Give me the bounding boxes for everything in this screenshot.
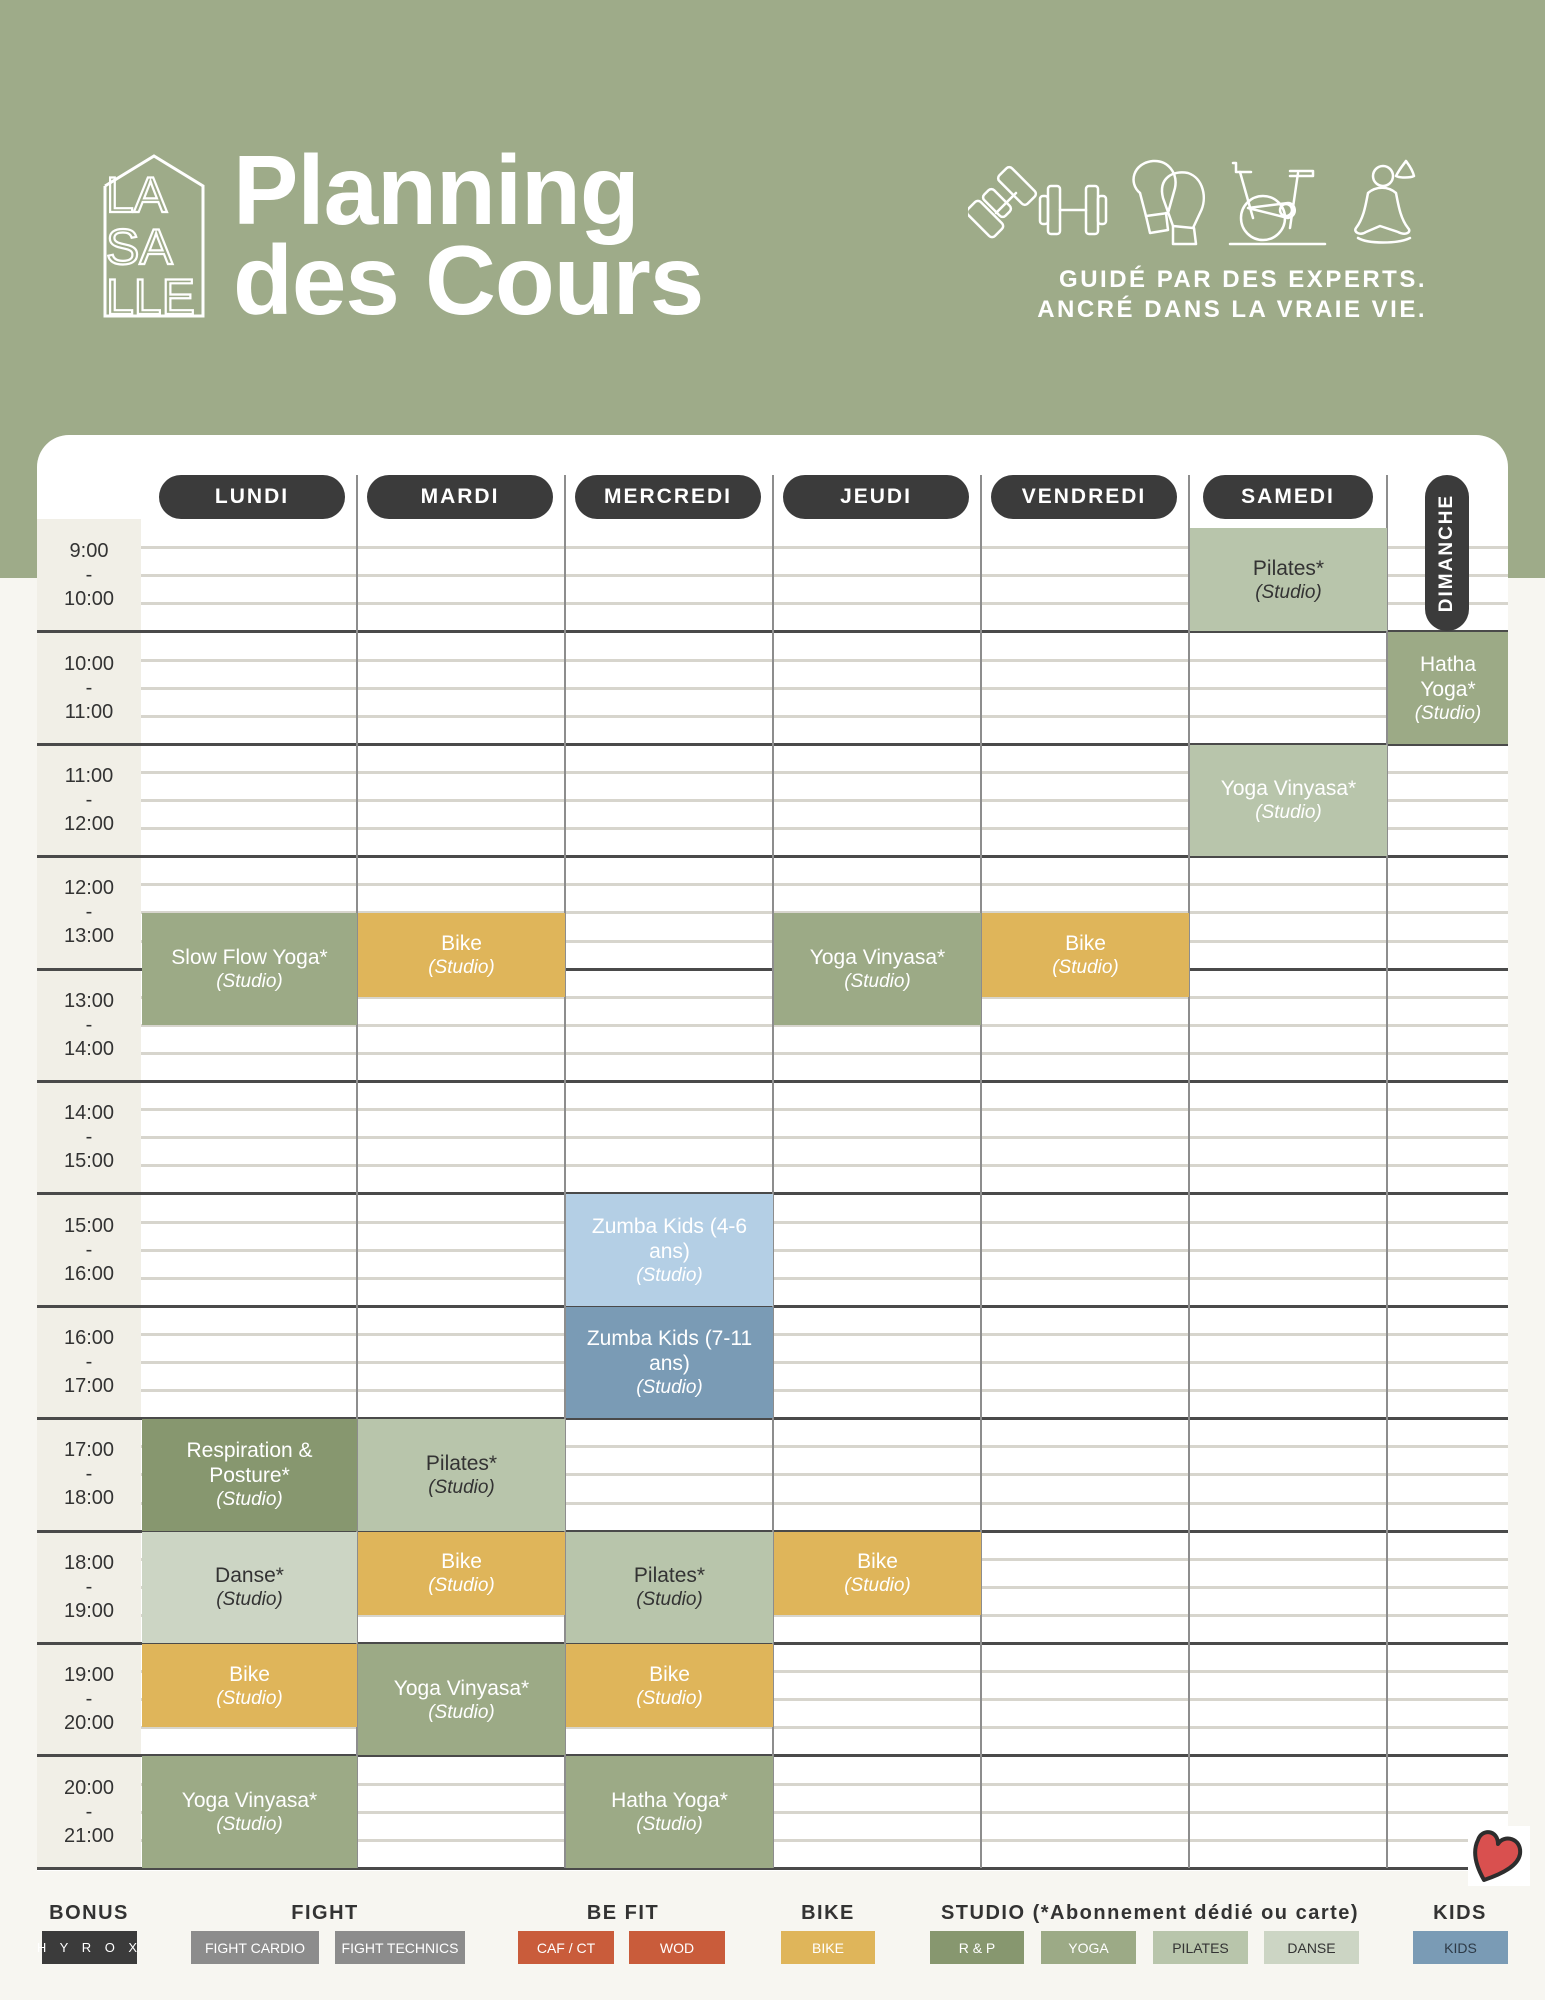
- time-slot-label: 18:00 - 19:00: [63, 1551, 115, 1622]
- legend-title-studio: STUDIO (*Abonnement dédié ou carte): [940, 1902, 1360, 1924]
- class-title: Zumba Kids (4-6 ans): [591, 1214, 748, 1263]
- quarter-line: [141, 659, 1508, 662]
- class-location: (Studio): [636, 1814, 703, 1836]
- class-title: Hatha Yoga*: [1419, 652, 1477, 701]
- class-title: Danse*: [215, 1564, 284, 1588]
- class-event[interactable]: [774, 913, 981, 1024]
- class-event[interactable]: [566, 1307, 773, 1418]
- quarter-line: [141, 715, 1508, 718]
- legend-title-befit: BE FIT: [586, 1902, 660, 1924]
- page-title: [233, 135, 704, 335]
- class-event[interactable]: [566, 1644, 773, 1727]
- stationary-bike-icon: [1230, 163, 1325, 244]
- legend-danse: DANSE: [1264, 1931, 1359, 1964]
- class-location: (Studio): [844, 971, 911, 993]
- class-title: Bike: [1065, 932, 1106, 956]
- class-location: (Studio): [216, 1589, 283, 1611]
- class-event[interactable]: [1190, 745, 1387, 856]
- time-slot-label: 13:00 - 14:00: [63, 989, 115, 1060]
- legend-caf-ct: CAF / CT: [518, 1931, 614, 1964]
- class-location: (Studio): [636, 1589, 703, 1611]
- day-header-vendredi: VENDREDI: [991, 475, 1177, 519]
- class-location: (Studio): [1052, 957, 1119, 979]
- class-title: Yoga Vinyasa*: [393, 1676, 530, 1700]
- time-slot-label: 20:00 - 21:00: [63, 1776, 115, 1847]
- time-slot-label: 10:00 - 11:00: [63, 652, 115, 723]
- class-title: Respiration & Posture*: [186, 1439, 313, 1488]
- class-location: (Studio): [636, 1376, 703, 1398]
- day-divider: [1188, 475, 1190, 1868]
- header-icons: [968, 158, 1418, 248]
- class-title: Yoga Vinyasa*: [181, 1789, 318, 1813]
- class-event[interactable]: [566, 1532, 773, 1643]
- class-event[interactable]: [358, 1532, 565, 1615]
- class-event[interactable]: [566, 1194, 773, 1305]
- time-slot-label: 14:00 - 15:00: [63, 1102, 115, 1173]
- class-location: (Studio): [216, 1687, 283, 1709]
- quarter-line: [141, 1136, 1508, 1139]
- legend-wod: WOD: [629, 1931, 725, 1964]
- class-event[interactable]: [142, 1419, 357, 1530]
- quarter-line: [141, 1361, 1508, 1364]
- class-event[interactable]: [982, 913, 1189, 996]
- title-line-1: Planning: [233, 135, 639, 245]
- class-title: Pilates*: [425, 1451, 498, 1475]
- quarter-line: [141, 1164, 1508, 1167]
- day-header-dimanche-label: DIMANCHE: [1436, 493, 1457, 613]
- quarter-line: [141, 687, 1508, 690]
- class-event[interactable]: [142, 1756, 357, 1867]
- class-title: Zumba Kids (7-11 ans): [586, 1326, 753, 1375]
- time-slot-label: 16:00 - 17:00: [63, 1326, 115, 1397]
- class-event[interactable]: [1388, 632, 1508, 743]
- time-slot-label: 19:00 - 20:00: [63, 1664, 115, 1735]
- quarter-line: [141, 1221, 1508, 1224]
- quarter-line: [141, 1277, 1508, 1280]
- class-location: (Studio): [844, 1575, 911, 1597]
- class-title: Pilates*: [1252, 556, 1325, 580]
- day-header-dimanche: [1425, 475, 1469, 631]
- class-title: Yoga Vinyasa*: [809, 946, 946, 970]
- time-slot-label: 9:00 - 10:00: [63, 540, 115, 611]
- class-location: (Studio): [1414, 702, 1482, 724]
- legend-kids: KIDS: [1413, 1931, 1508, 1964]
- legend-fight-technics: FIGHT TECHNICS: [335, 1931, 465, 1964]
- class-title: Bike: [229, 1662, 270, 1686]
- time-slot-label: 15:00 - 16:00: [63, 1214, 115, 1285]
- class-title: Pilates*: [633, 1564, 706, 1588]
- class-location: (Studio): [216, 971, 283, 993]
- day-header-mercredi: MERCREDI: [575, 475, 761, 519]
- class-title: Bike: [857, 1550, 898, 1574]
- day-header-samedi: SAMEDI: [1203, 475, 1373, 519]
- tagline: [1037, 265, 1427, 325]
- class-event[interactable]: [566, 1756, 773, 1867]
- legend-bike: BIKE: [781, 1931, 875, 1964]
- quarter-line: [141, 1108, 1508, 1111]
- legend-fight-cardio: FIGHT CARDIO: [191, 1931, 319, 1964]
- day-header-lundi: LUNDI: [159, 475, 345, 519]
- class-title: Bike: [649, 1662, 690, 1686]
- quarter-line: [141, 1333, 1508, 1336]
- tagline-line-2: ANCRÉ DANS LA VRAIE VIE.: [1037, 296, 1427, 323]
- day-divider: [980, 475, 982, 1868]
- legend-hyrox: H Y R O X: [42, 1931, 137, 1964]
- legend-title-bike: BIKE: [801, 1902, 855, 1924]
- class-event[interactable]: [142, 913, 357, 1024]
- class-location: (Studio): [216, 1814, 283, 1836]
- time-slot-label: 12:00 - 13:00: [63, 877, 115, 948]
- heart-icon: [1468, 1826, 1530, 1886]
- class-location: (Studio): [1255, 581, 1322, 603]
- class-location: (Studio): [428, 1575, 495, 1597]
- legend-title-fight: FIGHT: [291, 1902, 359, 1924]
- class-location: (Studio): [428, 1701, 495, 1723]
- class-location: (Studio): [428, 1476, 495, 1498]
- class-location: (Studio): [636, 1264, 703, 1286]
- quarter-line: [141, 1052, 1508, 1055]
- tagline-line-1: GUIDÉ PAR DES EXPERTS.: [1059, 266, 1427, 293]
- class-title: Bike: [441, 932, 482, 956]
- class-event[interactable]: [358, 1419, 565, 1530]
- quarter-line: [141, 883, 1508, 886]
- logo-text-la: LA: [106, 167, 168, 223]
- legend-title-bonus: BONUS: [49, 1902, 129, 1924]
- class-location: (Studio): [428, 957, 495, 979]
- class-title: Bike: [441, 1550, 482, 1574]
- legend-title-kids: KIDS: [1433, 1902, 1487, 1924]
- class-title: Slow Flow Yoga*: [171, 946, 328, 970]
- class-location: (Studio): [1255, 802, 1322, 824]
- class-event[interactable]: [358, 1644, 565, 1755]
- quarter-line: [141, 1389, 1508, 1392]
- meditation-icon: [1355, 161, 1414, 243]
- class-event[interactable]: [142, 1644, 357, 1727]
- class-title: Hatha Yoga*: [611, 1789, 728, 1813]
- title-line-2: des Cours: [233, 225, 704, 335]
- legend-pilates: PILATES: [1153, 1931, 1248, 1964]
- day-header-jeudi: JEUDI: [783, 475, 969, 519]
- class-event[interactable]: [774, 1532, 981, 1615]
- boxing-gloves-icon: [1134, 161, 1204, 244]
- logo-text-sa: SA: [106, 219, 173, 275]
- time-slot-label: 11:00 - 12:00: [63, 764, 115, 835]
- class-event[interactable]: [1190, 528, 1387, 632]
- class-title: Yoga Vinyasa*: [1220, 777, 1357, 801]
- legend-rp: R & P: [930, 1931, 1024, 1964]
- class-location: (Studio): [216, 1489, 283, 1511]
- dumbbells-icon: [968, 165, 1106, 238]
- class-location: (Studio): [636, 1687, 703, 1709]
- day-header-mardi: MARDI: [367, 475, 553, 519]
- time-slot-label: 17:00 - 18:00: [63, 1439, 115, 1510]
- la-salle-logo: [103, 154, 206, 322]
- logo-text-lle: LLE: [106, 269, 195, 322]
- quarter-line: [141, 1249, 1508, 1252]
- legend-yoga: YOGA: [1041, 1931, 1136, 1964]
- class-event[interactable]: [358, 913, 565, 996]
- class-event[interactable]: [142, 1532, 357, 1643]
